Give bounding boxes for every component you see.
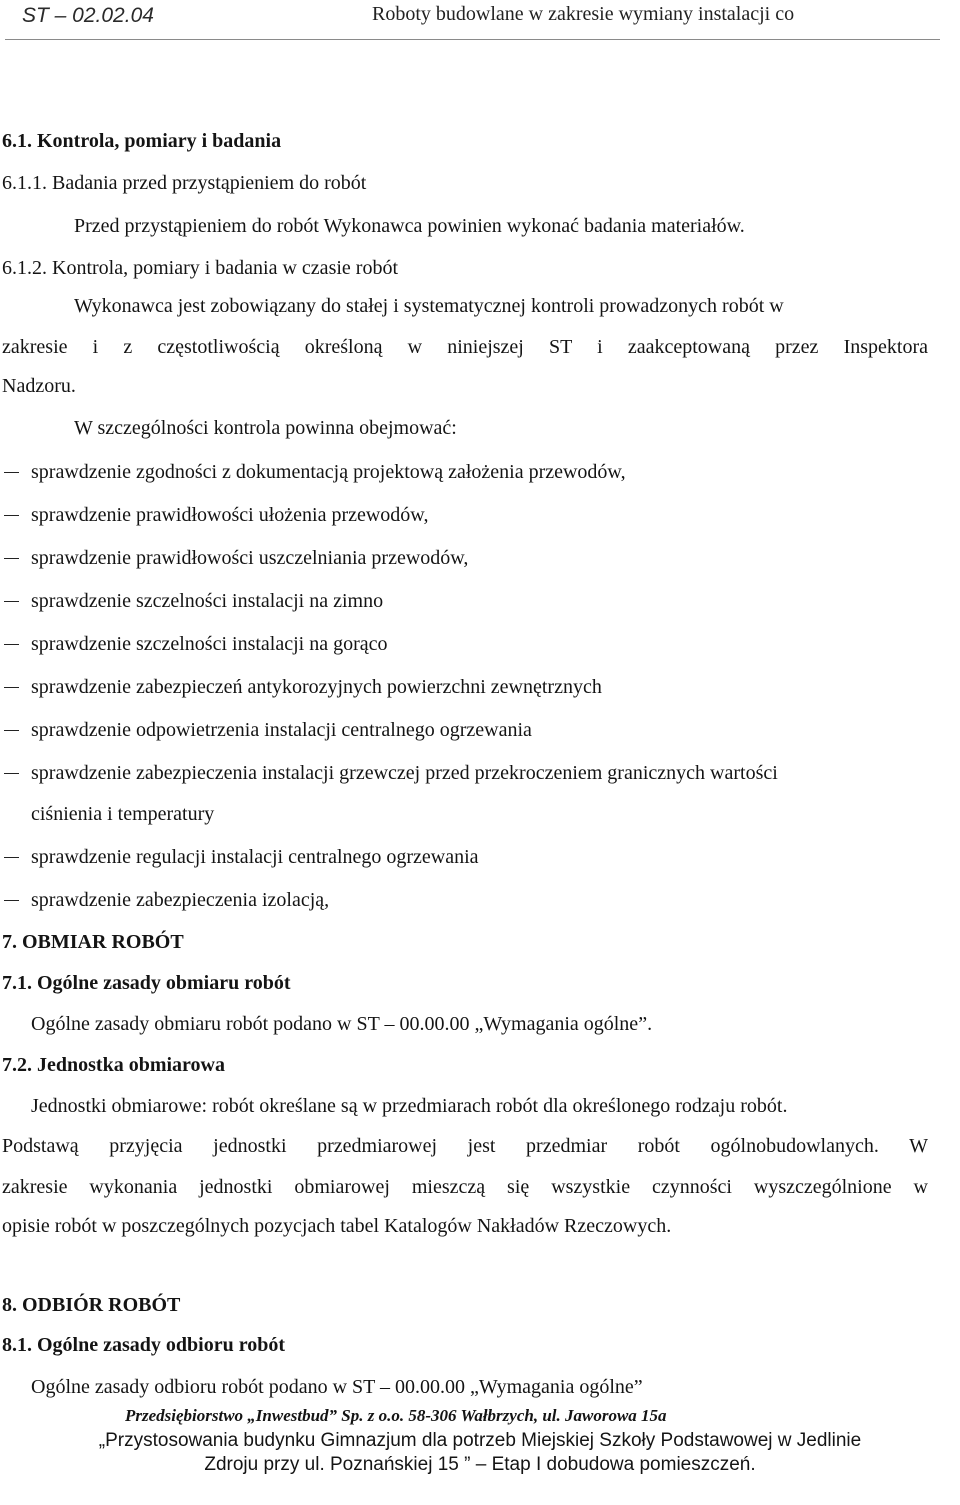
paragraph-line: opisie robót w poszczególnych pozycjach tabel Katalogów Nakładów Rzeczowych. [2,1215,672,1237]
document-header-title: Roboty budowlane w zakresie wymiany instalacji co [372,3,795,25]
list-dash [4,472,19,473]
paragraph-line: Nadzoru. [2,375,76,397]
list-dash [4,601,19,602]
paragraph-line: zakresie i z częstotliwością określoną w niniejszej ST i zaakceptowaną przez Inspektora [2,336,928,358]
list-item-continuation: ciśnienia i temperatury [31,803,215,825]
header-divider [5,39,940,40]
document-code: ST – 02.02.04 [22,4,154,27]
paragraph-line: Wykonawca jest zobowiązany do stałej i systematycznej kontroli prowadzonych robót w [74,295,784,317]
list-item: sprawdzenie regulacji instalacji centralnego ogrzewania [31,846,479,868]
list-dash [4,558,19,559]
section-6-1-2-number: 6.1.2. [2,257,47,279]
footer-company: Przedsiębiorstwo „Inwestbud” Sp. z o.o. 58-306 Wałbrzych, ul. Jaworowa 15a [125,1406,667,1425]
section-7-2-heading: 7.2. Jednostka obmiarowa [2,1054,225,1076]
list-item: sprawdzenie zabezpieczenia instalacji grzewczej przed przekroczeniem granicznych wartości [31,762,778,784]
list-item: sprawdzenie zabezpieczenia izolacją, [31,889,330,911]
list-item: sprawdzenie odpowietrzenia instalacji centralnego ogrzewania [31,719,532,741]
section-6-1-1-number: 6.1.1. [2,172,47,194]
list-dash [4,730,19,731]
list-item: sprawdzenie szczelności instalacji na gorąco [31,633,388,655]
list-dash [4,515,19,516]
section-8-1-heading: 8.1. Ogólne zasady odbioru robót [2,1334,285,1356]
section-6-1-1-title: Badania przed przystąpieniem do robót [52,172,367,194]
section-6-1-title: Kontrola, pomiary i badania [37,130,282,152]
footer-project-line: Zdroju przy ul. Poznańskiej 15 ” – Etap I dobudowa pomieszczeń. [204,1454,756,1475]
paragraph-line: zakresie wykonania jednostki obmiarowej mieszczą się wszystkie czynności wyszczególnione w [2,1176,928,1198]
list-item: sprawdzenie prawidłowości uszczelniania przewodów, [31,547,469,569]
list-item: sprawdzenie zabezpieczeń antykorozyjnych powierzchni zewnętrznych [31,676,602,698]
footer-project-line: „Przystosowania budynku Gimnazjum dla potrzeb Miejskiej Szkoły Podstawowej w Jedlinie [98,1430,862,1451]
paragraph-line: Jednostki obmiarowe: robót określane są w przedmiarach robót dla określonego rodzaju robót. [31,1095,788,1117]
list-dash [4,900,19,901]
section-6-1-2-title: Kontrola, pomiary i badania w czasie robót [52,257,398,279]
list-item: sprawdzenie prawidłowości ułożenia przewodów, [31,504,429,526]
list-dash [4,857,19,858]
section-6-1-2-heading [2,258,398,278]
section-7-1-text: Ogólne zasady obmiaru robót podano w ST – 00.00.00 „Wymagania ogólne”. [31,1013,653,1035]
list-dash [4,644,19,645]
section-6-1-1-heading [2,173,366,193]
section-7-1-heading: 7.1. Ogólne zasady obmiaru robót [2,972,291,994]
section-6-1-number: 6.1. [2,130,32,152]
control-list-intro: W szczególności kontrola powinna obejmować: [74,417,457,439]
section-6-1-heading [2,131,281,151]
section-8-1-text: Ogólne zasady odbioru robót podano w ST – 00.00.00 „Wymagania ogólne” [31,1376,643,1398]
section-7-heading: 7. OBMIAR ROBÓT [2,931,184,953]
list-dash [4,773,19,774]
section-8-heading: 8. ODBIÓR ROBÓT [2,1294,181,1316]
list-dash [4,687,19,688]
list-item: sprawdzenie szczelności instalacji na zimno [31,590,384,612]
list-item: sprawdzenie zgodności z dokumentacją projektową założenia przewodów, [31,461,626,483]
section-6-1-1-text: Przed przystąpieniem do robót Wykonawca powinien wykonać badania materiałów. [74,215,745,237]
paragraph-line: Podstawą przyjęcia jednostki przedmiarowej jest przedmiar robót ogólnobudowlanych. W [2,1135,928,1157]
